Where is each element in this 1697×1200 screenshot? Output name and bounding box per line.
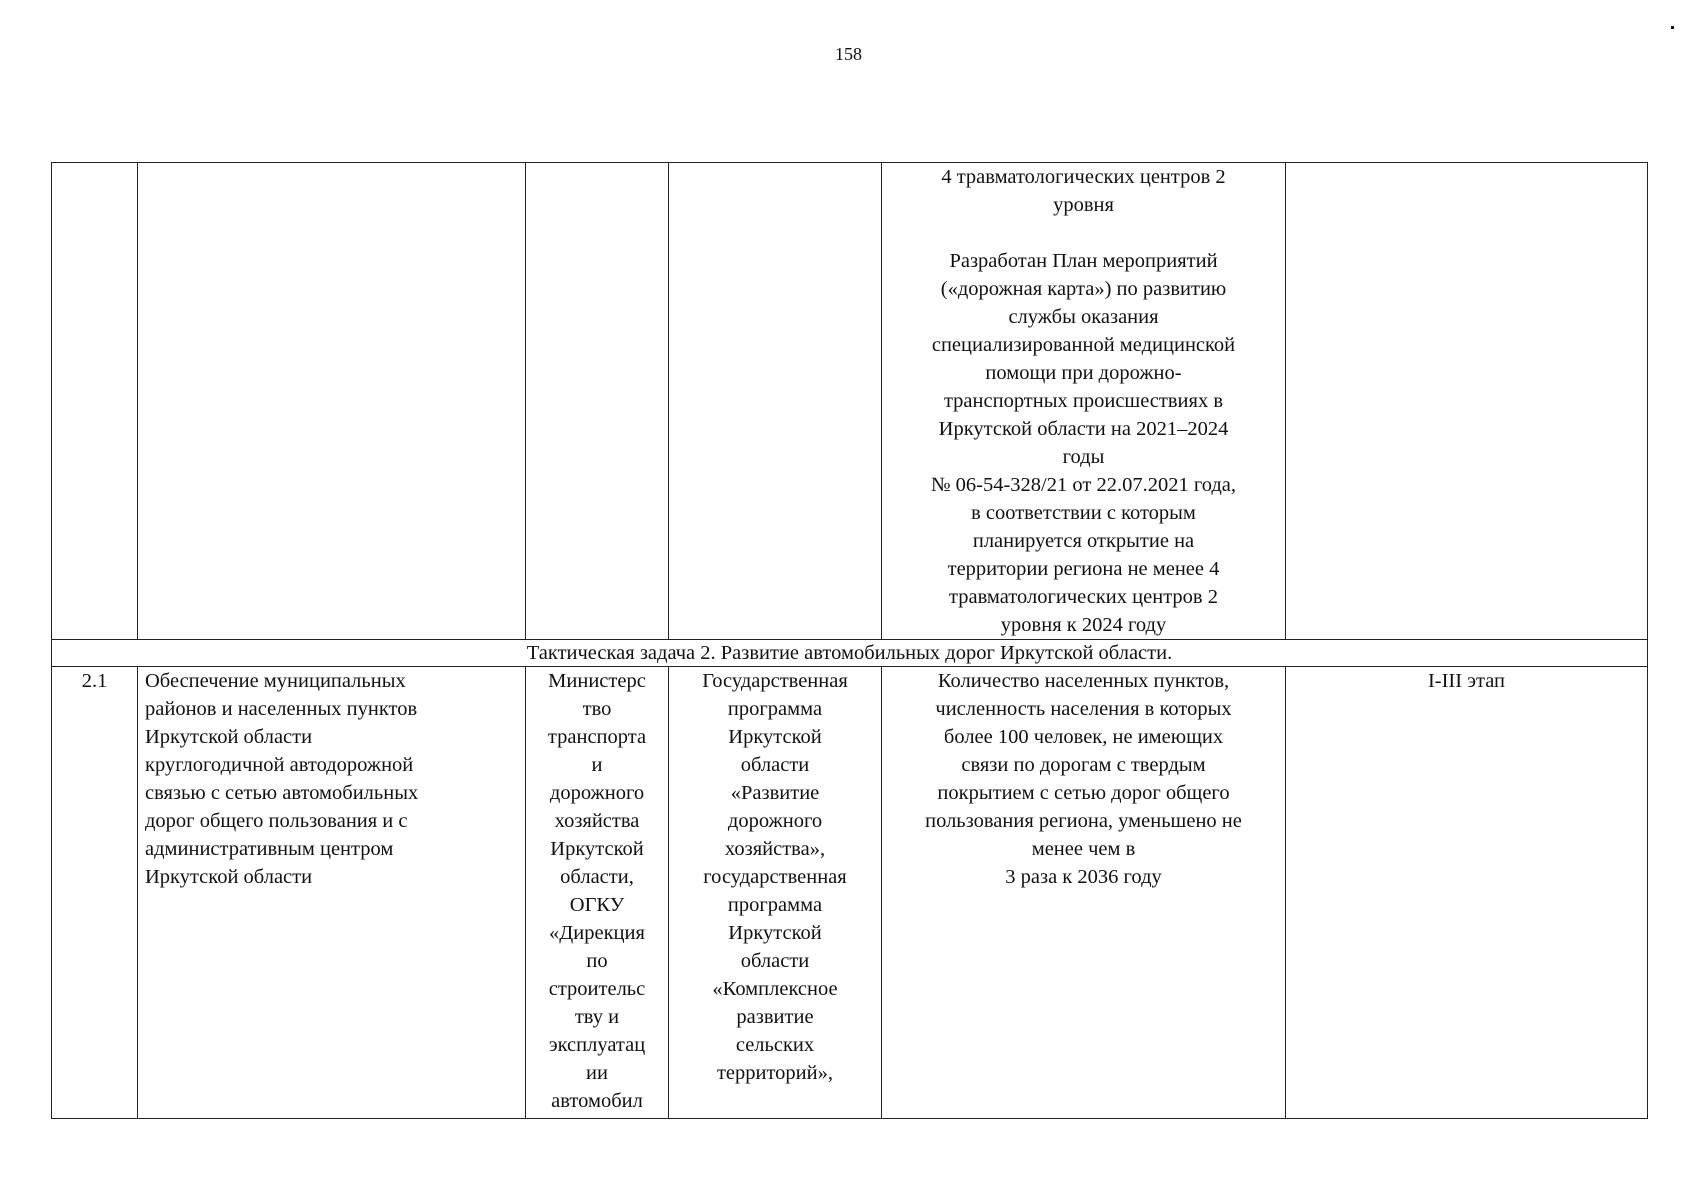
- cell-result: Количество населенных пунктов, численность населения в которых более 100 человек, не имеющих связи по дорогам с твердым покрытием с сетью дорог общего пользования региона, уменьшено не менее чем в 3 раза к 2036 году: [882, 667, 1286, 1119]
- cell-stage-empty: [1286, 163, 1648, 640]
- cell-executor: Министерс тво транспорта и дорожного хозяйства Иркутской области, ОГКУ «Дирекция по строительс тву и эксплуатац ии автомобил: [526, 667, 669, 1119]
- cell-measure: Обеспечение муниципальных районов и населенных пунктов Иркутской области круглогодичной автодорожной связью с сетью автомобильных дорог общего пользования и с административным центром Иркутской области: [138, 667, 526, 1119]
- table-row-2-1: [52, 667, 1648, 1119]
- measures-table: [51, 162, 1648, 1119]
- cell-executor-empty: [526, 163, 669, 640]
- cell-number-empty: [52, 163, 138, 640]
- task-header-row: [52, 640, 1648, 667]
- cell-stage: I-III этап: [1286, 667, 1648, 1119]
- cell-program: Государственная программа Иркутской области «Развитие дорожного хозяйства», государственная программа Иркутской области «Комплексное развитие сельских территорий»,: [669, 667, 882, 1119]
- cell-number: 2.1: [52, 667, 138, 1119]
- cell-result-continued: 4 травматологических центров 2 уровня Разработан План мероприятий («дорожная карта») по развитию службы оказания специализированной медицинской помощи при дорожно- транспортных происшествиях в Иркутской области на 2021–2024 годы № 06-54-328/21 от 22.07.2021 года, в соответствии с которым планируется открытие на территории региона не менее 4 травматологических центров 2 уровня к 2024 году: [882, 163, 1286, 640]
- cell-measure-empty: [138, 163, 526, 640]
- task-header: Тактическая задача 2. Развитие автомобильных дорог Иркутской области.: [52, 640, 1648, 667]
- scan-dot: [1671, 26, 1674, 29]
- table-row-continued: [52, 163, 1648, 640]
- page-number: 158: [835, 44, 862, 64]
- cell-program-empty: [669, 163, 882, 640]
